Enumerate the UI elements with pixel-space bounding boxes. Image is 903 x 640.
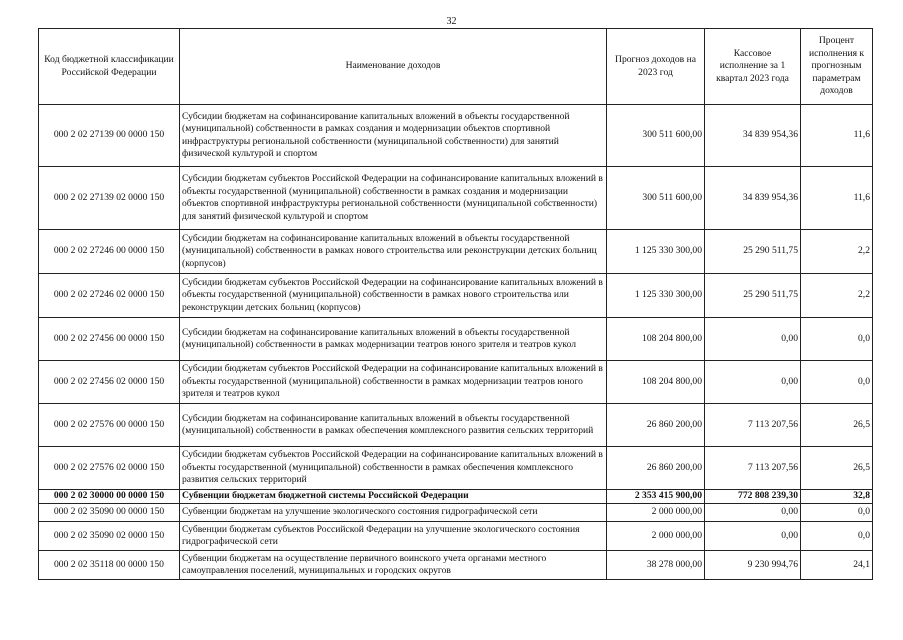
row-percent: 2,2 — [801, 230, 873, 274]
row-cash: 0,00 — [705, 361, 801, 404]
row-cash: 0,00 — [705, 318, 801, 361]
row-percent: 0,0 — [801, 504, 873, 522]
row-code: 000 2 02 27456 02 0000 150 — [39, 361, 180, 404]
table-row — [39, 504, 873, 522]
table-row — [39, 105, 873, 167]
row-cash: 7 113 207,56 — [705, 447, 801, 490]
row-forecast: 2 000 000,00 — [607, 522, 705, 551]
header-percent: Процент исполнения к прогнозным параметрам доходов — [801, 29, 873, 105]
row-code: 000 2 02 27576 02 0000 150 — [39, 447, 180, 490]
row-name: Субвенции бюджетам бюджетной системы Российской Федерации — [180, 490, 607, 504]
row-percent: 0,0 — [801, 361, 873, 404]
row-code: 000 2 02 27576 00 0000 150 — [39, 404, 180, 447]
header-name: Наименование доходов — [180, 29, 607, 105]
table-row — [39, 404, 873, 447]
header-cash: Кассовое исполнение за 1 квартал 2023 года — [705, 29, 801, 105]
table-row — [39, 274, 873, 318]
page-number: 32 — [446, 16, 457, 27]
row-percent: 26,5 — [801, 404, 873, 447]
row-cash: 772 808 239,30 — [705, 490, 801, 504]
row-cash: 25 290 511,75 — [705, 274, 801, 318]
row-cash: 25 290 511,75 — [705, 230, 801, 274]
row-code: 000 2 02 27456 00 0000 150 — [39, 318, 180, 361]
row-name: Субсидии бюджетам субъектов Российской Федерации на софинансирование капитальных вложений в объекты государственной (муниципальной) собственности в рамках модернизации театров юного зрителя и театров кукол — [180, 361, 607, 404]
table-row — [39, 167, 873, 230]
row-percent: 32,8 — [801, 490, 873, 504]
row-forecast: 1 125 330 300,00 — [607, 230, 705, 274]
table-row — [39, 230, 873, 274]
header-code: Код бюджетной классификации Российской Федерации — [39, 29, 180, 105]
row-forecast: 2 353 415 900,00 — [607, 490, 705, 504]
row-code: 000 2 02 27246 00 0000 150 — [39, 230, 180, 274]
row-cash: 9 230 994,76 — [705, 551, 801, 580]
row-name: Субсидии бюджетам субъектов Российской Федерации на софинансирование капитальных вложений в объекты государственной (муниципальной) собственности в рамках обеспечения комплексного развития сельских территорий — [180, 447, 607, 490]
table-row — [39, 522, 873, 551]
row-percent: 2,2 — [801, 274, 873, 318]
row-forecast: 2 000 000,00 — [607, 504, 705, 522]
row-forecast: 300 511 600,00 — [607, 167, 705, 230]
row-name: Субвенции бюджетам на осуществление первичного воинского учета органами местного самоуправления поселений, муниципальных и городских округов — [180, 551, 607, 580]
table-row — [39, 551, 873, 580]
table-row-total — [39, 490, 873, 504]
table-row — [39, 318, 873, 361]
row-code: 000 2 02 30000 00 0000 150 — [39, 490, 180, 504]
row-code: 000 2 02 35118 00 0000 150 — [39, 551, 180, 580]
row-percent: 0,0 — [801, 522, 873, 551]
row-name: Субсидии бюджетам субъектов Российской Федерации на софинансирование капитальных вложений в объекты государственной (муниципальной) собственности в рамках нового строительства или реконструкции детских больниц (корпусов) — [180, 274, 607, 318]
row-percent: 24,1 — [801, 551, 873, 580]
row-code: 000 2 02 27246 02 0000 150 — [39, 274, 180, 318]
row-percent: 26,5 — [801, 447, 873, 490]
table-header-row — [39, 29, 873, 105]
row-forecast: 38 278 000,00 — [607, 551, 705, 580]
row-cash: 0,00 — [705, 522, 801, 551]
row-code: 000 2 02 35090 00 0000 150 — [39, 504, 180, 522]
row-name: Субвенции бюджетам на улучшение экологического состояния гидрографической сети — [180, 504, 607, 522]
row-name: Субсидии бюджетам на софинансирование капитальных вложений в объекты государственной (муниципальной) собственности в рамках нового строительства или реконструкции детских больниц (корпусов) — [180, 230, 607, 274]
row-percent: 11,6 — [801, 167, 873, 230]
row-forecast: 300 511 600,00 — [607, 105, 705, 167]
row-cash: 7 113 207,56 — [705, 404, 801, 447]
row-forecast: 108 204 800,00 — [607, 361, 705, 404]
row-code: 000 2 02 27139 02 0000 150 — [39, 167, 180, 230]
table-row — [39, 361, 873, 404]
row-cash: 0,00 — [705, 504, 801, 522]
row-cash: 34 839 954,36 — [705, 105, 801, 167]
row-percent: 11,6 — [801, 105, 873, 167]
row-name: Субсидии бюджетам на софинансирование капитальных вложений в объекты государственной (муниципальной) собственности в рамках модернизации театров юного зрителя и театров кукол — [180, 318, 607, 361]
header-forecast: Прогноз доходов на 2023 год — [607, 29, 705, 105]
row-percent: 0,0 — [801, 318, 873, 361]
row-forecast: 108 204 800,00 — [607, 318, 705, 361]
row-name: Субсидии бюджетам субъектов Российской Федерации на софинансирование капитальных вложений в объекты государственной (муниципальной) собственности в рамках создания и модернизации объектов спортивной инфраструктуры региональной собственности (муниципальной собственности) для занятий физической культурой и спортом — [180, 167, 607, 230]
row-code: 000 2 02 35090 02 0000 150 — [39, 522, 180, 551]
row-code: 000 2 02 27139 00 0000 150 — [39, 105, 180, 167]
row-name: Субсидии бюджетам на софинансирование капитальных вложений в объекты государственной (муниципальной) собственности в рамках обеспечения комплексного развития сельских территорий — [180, 404, 607, 447]
row-name: Субсидии бюджетам на софинансирование капитальных вложений в объекты государственной (муниципальной) собственности в рамках создания и модернизации объектов спортивной инфраструктуры региональной собственности (муниципальной собственности) для занятий физической культурой и спортом — [180, 105, 607, 167]
revenue-table — [38, 28, 873, 580]
row-forecast: 26 860 200,00 — [607, 404, 705, 447]
row-cash: 34 839 954,36 — [705, 167, 801, 230]
row-forecast: 26 860 200,00 — [607, 447, 705, 490]
table-row — [39, 447, 873, 490]
row-name: Субвенции бюджетам субъектов Российской Федерации на улучшение экологического состояния гидрографической сети — [180, 522, 607, 551]
row-forecast: 1 125 330 300,00 — [607, 274, 705, 318]
